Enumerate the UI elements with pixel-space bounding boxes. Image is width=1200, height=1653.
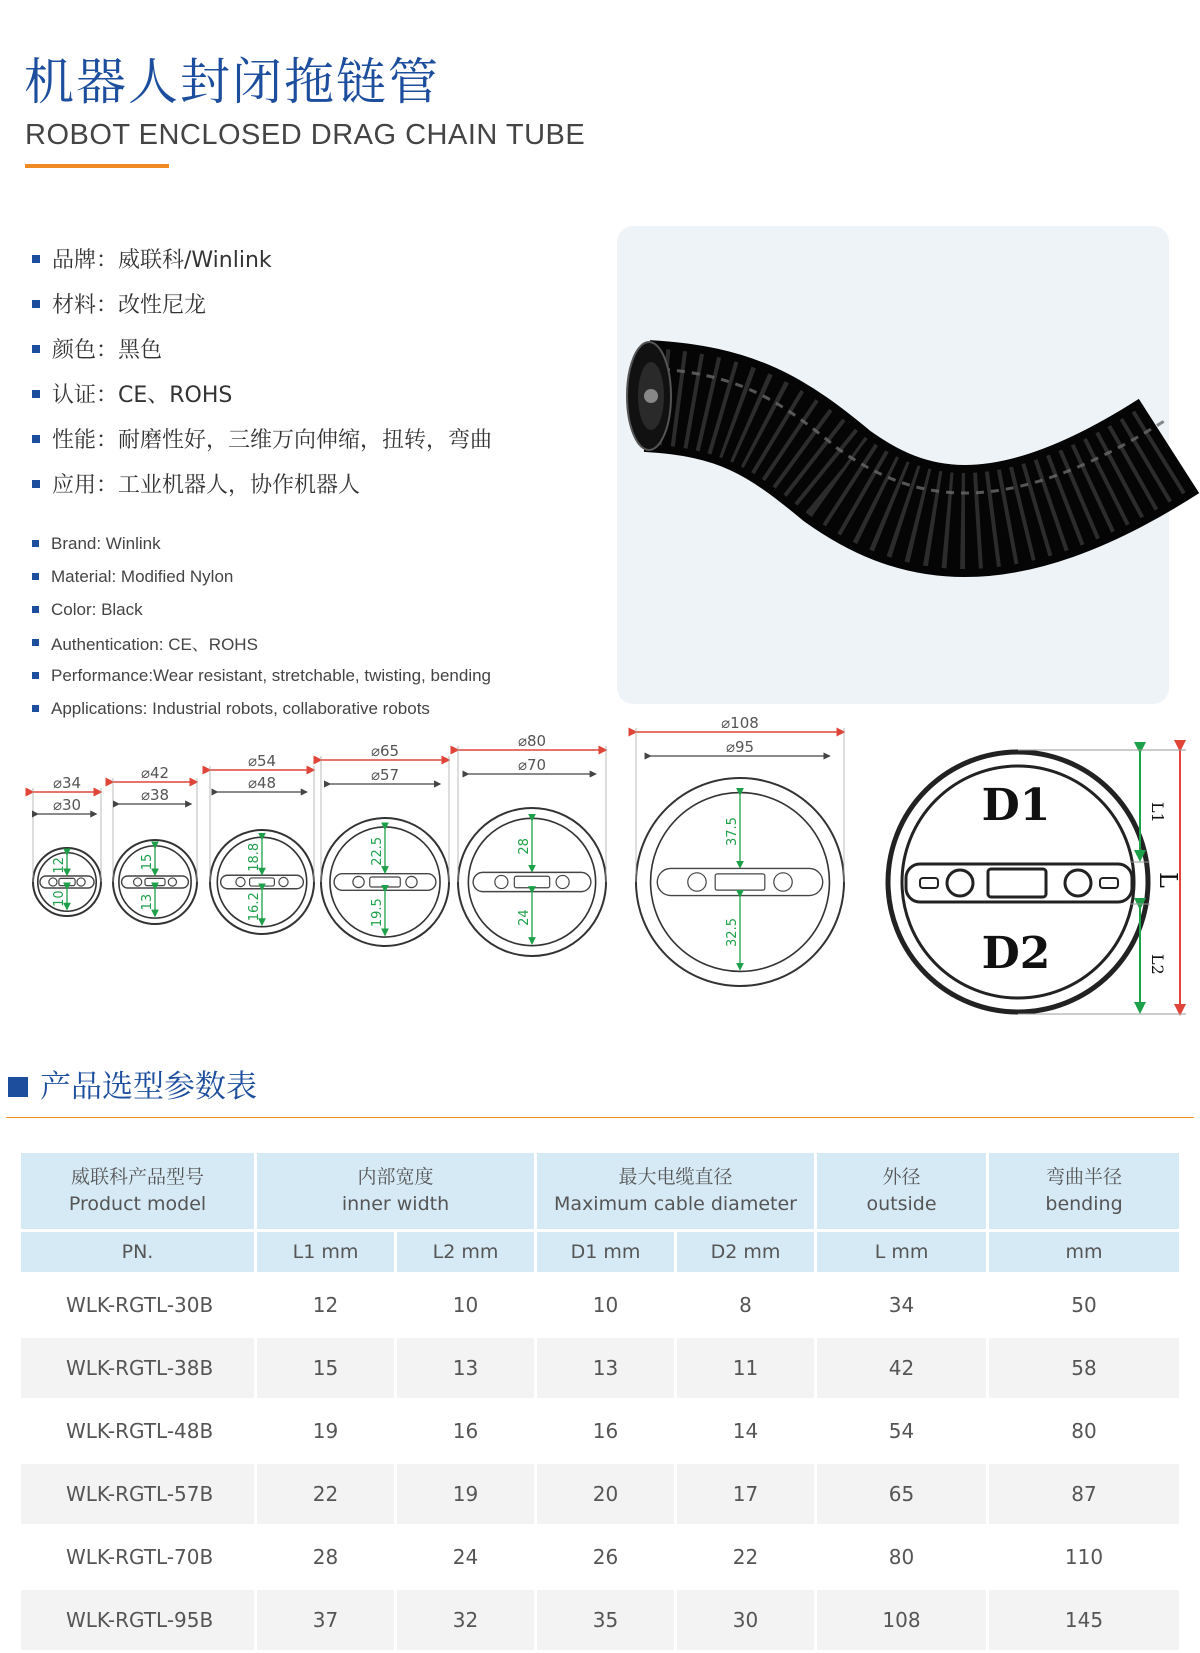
table-row: [21, 1401, 1179, 1464]
d2-label: D2: [981, 928, 1051, 979]
outer-diameter-label: ⌀34: [52, 774, 82, 792]
page-title-en: ROBOT ENCLOSED DRAG CHAIN TUBE: [25, 119, 586, 151]
l-label: L: [1154, 872, 1182, 888]
cell-model: WLK-RGTL-48B: [21, 1401, 257, 1464]
tube-diagram-5: [458, 732, 606, 956]
l2-label: L2: [1148, 954, 1167, 975]
cell-model: WLK-RGTL-95B: [21, 1590, 257, 1653]
l1-value-label: 22.5: [370, 836, 385, 866]
cell-d1: 10: [537, 1275, 677, 1338]
cell-d1: 20: [537, 1464, 677, 1527]
cell-bending: 80: [989, 1401, 1179, 1464]
product-spec-table: [21, 1153, 1179, 1653]
divider-bar: [334, 874, 436, 891]
header-inner-width: [257, 1153, 537, 1232]
spec-text-en: Material: Modified Nylon: [51, 566, 234, 586]
bullet-square-icon: [32, 435, 40, 443]
cell-l1: 15: [257, 1338, 397, 1401]
inner-diameter-label: ⌀30: [52, 796, 82, 814]
outer-diameter-label: ⌀54: [247, 752, 277, 770]
cell-d2: 11: [677, 1338, 817, 1401]
spec-item: [32, 326, 492, 371]
cell-l2: 16: [397, 1401, 537, 1464]
divider-bar: [221, 875, 304, 889]
bullet-square-icon: [32, 672, 39, 679]
spec-text-en: Brand: Winlink: [51, 533, 161, 553]
spec-item: [32, 461, 492, 506]
header-cn: 内部宽度: [357, 1166, 434, 1188]
inner-diameter-label: ⌀57: [370, 766, 400, 784]
bullet-square-icon: [32, 345, 40, 353]
cell-d2: 22: [677, 1527, 817, 1590]
tube-diagram-4: [321, 742, 449, 946]
header-max-cable-diameter: [537, 1153, 817, 1232]
bullet-square-icon: [32, 480, 40, 488]
spec-text: 品牌：威联科/Winlink: [52, 248, 272, 273]
cell-d2: 30: [677, 1590, 817, 1653]
spec-text-en: Performance:Wear resistant, stretchable, twisting, bending: [51, 665, 492, 685]
l1-value-label: 12: [52, 857, 67, 874]
spec-text-en: Authentication: CE、ROHS: [51, 635, 258, 654]
spec-item-en: [32, 560, 491, 593]
header-en: bending: [1045, 1193, 1123, 1215]
cell-l: 34: [817, 1275, 989, 1338]
l1-value-label: 37.5: [725, 817, 740, 846]
bullet-square-icon: [32, 390, 40, 398]
spec-list-cn: [32, 236, 492, 506]
cross-section-diagram: [888, 750, 1186, 1014]
header-bending: [989, 1153, 1179, 1232]
cell-l2: 19: [397, 1464, 537, 1527]
subheader-d1: D1 mm: [537, 1232, 677, 1275]
product-photo: [617, 226, 1169, 704]
cell-l1: 22: [257, 1464, 397, 1527]
subheader-pn: PN.: [21, 1232, 257, 1275]
cell-d2: 17: [677, 1464, 817, 1527]
drag-chain-tube-image: [617, 226, 1169, 704]
inner-diameter-label: ⌀48: [247, 774, 277, 792]
header-product-model: [21, 1153, 257, 1232]
cell-model: WLK-RGTL-57B: [21, 1464, 257, 1527]
divider-bar: [657, 868, 822, 895]
d1-label: D1: [981, 780, 1051, 831]
table-row: [21, 1275, 1179, 1338]
l2-value-label: 10: [52, 890, 67, 907]
l2-value-label: 32.5: [725, 918, 740, 947]
l1-value-label: 28: [517, 838, 532, 855]
header-cn: 最大电缆直径: [618, 1166, 733, 1188]
cell-d1: 35: [537, 1590, 677, 1653]
bullet-square-icon: [32, 639, 39, 646]
spec-list-en: [32, 527, 491, 725]
header-cn: 威联科产品型号: [70, 1166, 204, 1188]
bullet-square-icon: [32, 300, 40, 308]
cell-l1: 19: [257, 1401, 397, 1464]
l1-label: L1: [1148, 802, 1167, 823]
inner-diameter-label: ⌀70: [517, 756, 547, 774]
spec-item-en: [32, 626, 491, 659]
cell-model: WLK-RGTL-70B: [21, 1527, 257, 1590]
table-row: [21, 1338, 1179, 1401]
spec-item: [32, 371, 492, 416]
spec-item: [32, 236, 492, 281]
tube-diagram-2: [113, 764, 197, 924]
cell-l: 54: [817, 1401, 989, 1464]
header-outside: [817, 1153, 989, 1232]
cell-bending: 58: [989, 1338, 1179, 1401]
bullet-square-icon: [32, 255, 40, 263]
bullet-square-icon: [32, 606, 39, 613]
cell-bending: 110: [989, 1527, 1179, 1590]
cell-d1: 13: [537, 1338, 677, 1401]
cell-bending: 87: [989, 1464, 1179, 1527]
l1-value-label: 15: [140, 853, 155, 871]
spec-item-en: [32, 692, 491, 725]
inner-diameter-label: ⌀38: [140, 786, 170, 804]
tube-diagram-3: [210, 752, 314, 934]
header-en: Product model: [68, 1193, 207, 1215]
subheader-l1: L1 mm: [257, 1232, 397, 1275]
spec-text: 性能：耐磨性好，三维万向伸缩，扭转，弯曲: [52, 428, 493, 453]
subheader-bending-mm: mm: [989, 1232, 1179, 1275]
spec-item-en: [32, 593, 491, 626]
section-title: 产品选型参数表: [40, 1069, 257, 1105]
tube-diagram-1: [33, 774, 101, 916]
bullet-square-icon: [32, 705, 39, 712]
bullet-square-icon: [32, 573, 39, 580]
cell-l: 108: [817, 1590, 989, 1653]
section-divider: [6, 1117, 1194, 1118]
inner-diameter-label: ⌀95: [725, 738, 755, 756]
cell-l: 80: [817, 1527, 989, 1590]
section-square-icon: [8, 1077, 28, 1097]
cell-d2: 14: [677, 1401, 817, 1464]
cell-bending: 50: [989, 1275, 1179, 1338]
table-row: [21, 1590, 1179, 1653]
outer-diameter-label: ⌀108: [721, 714, 759, 732]
l2-value-label: 24: [517, 909, 532, 926]
cell-d2: 8: [677, 1275, 817, 1338]
header-en: outside: [866, 1193, 937, 1215]
cell-l1: 12: [257, 1275, 397, 1338]
outer-diameter-label: ⌀80: [517, 732, 547, 750]
section-header: [8, 1067, 257, 1107]
spec-item-en: [32, 659, 491, 692]
cell-model: WLK-RGTL-30B: [21, 1275, 257, 1338]
l2-value-label: 16.2: [247, 892, 262, 922]
cell-l1: 28: [257, 1527, 397, 1590]
table-row: [21, 1464, 1179, 1527]
tube-diagram-6: [636, 714, 844, 986]
l1-value-label: 18.8: [247, 842, 262, 872]
header-en: Maximum cable diameter: [554, 1193, 797, 1215]
divider-bar: [473, 872, 591, 891]
bullet-square-icon: [32, 540, 39, 547]
header-cn: 外径: [882, 1166, 921, 1188]
title-underline: [25, 164, 169, 168]
table-row: [21, 1527, 1179, 1590]
cell-d1: 16: [537, 1401, 677, 1464]
subheader-d2: D2 mm: [677, 1232, 817, 1275]
page-title-cn: 机器人封闭拖链管: [24, 53, 440, 111]
spec-text: 材料：改性尼龙: [52, 293, 207, 318]
cell-l2: 13: [397, 1338, 537, 1401]
spec-text: 认证：CE、ROHS: [52, 383, 233, 408]
cell-l1: 37: [257, 1590, 397, 1653]
subheader-l2: L2 mm: [397, 1232, 537, 1275]
header-en: inner width: [341, 1193, 450, 1215]
cell-l: 42: [817, 1338, 989, 1401]
spec-item: [32, 281, 492, 326]
spec-text-en: Applications: Industrial robots, collaborative robots: [51, 698, 430, 718]
spec-item-en: [32, 527, 491, 560]
subheader-l: L mm: [817, 1232, 989, 1275]
cell-l: 65: [817, 1464, 989, 1527]
l2-value-label: 13: [140, 893, 155, 911]
outer-diameter-label: ⌀65: [370, 742, 400, 760]
l2-value-label: 19.5: [370, 898, 385, 928]
dimension-diagrams: [0, 714, 1200, 1022]
cell-bending: 145: [989, 1590, 1179, 1653]
header-cn: 弯曲半径: [1046, 1166, 1123, 1188]
cell-l2: 10: [397, 1275, 537, 1338]
spec-text-en: Color: Black: [51, 599, 143, 619]
outer-diameter-label: ⌀42: [140, 764, 170, 782]
cell-model: WLK-RGTL-38B: [21, 1338, 257, 1401]
cell-d1: 26: [537, 1527, 677, 1590]
spec-item: [32, 416, 492, 461]
spec-text: 颜色：黑色: [52, 338, 163, 363]
cell-l2: 32: [397, 1590, 537, 1653]
cell-l2: 24: [397, 1527, 537, 1590]
spec-text: 应用：工业机器人，协作机器人: [52, 473, 361, 498]
